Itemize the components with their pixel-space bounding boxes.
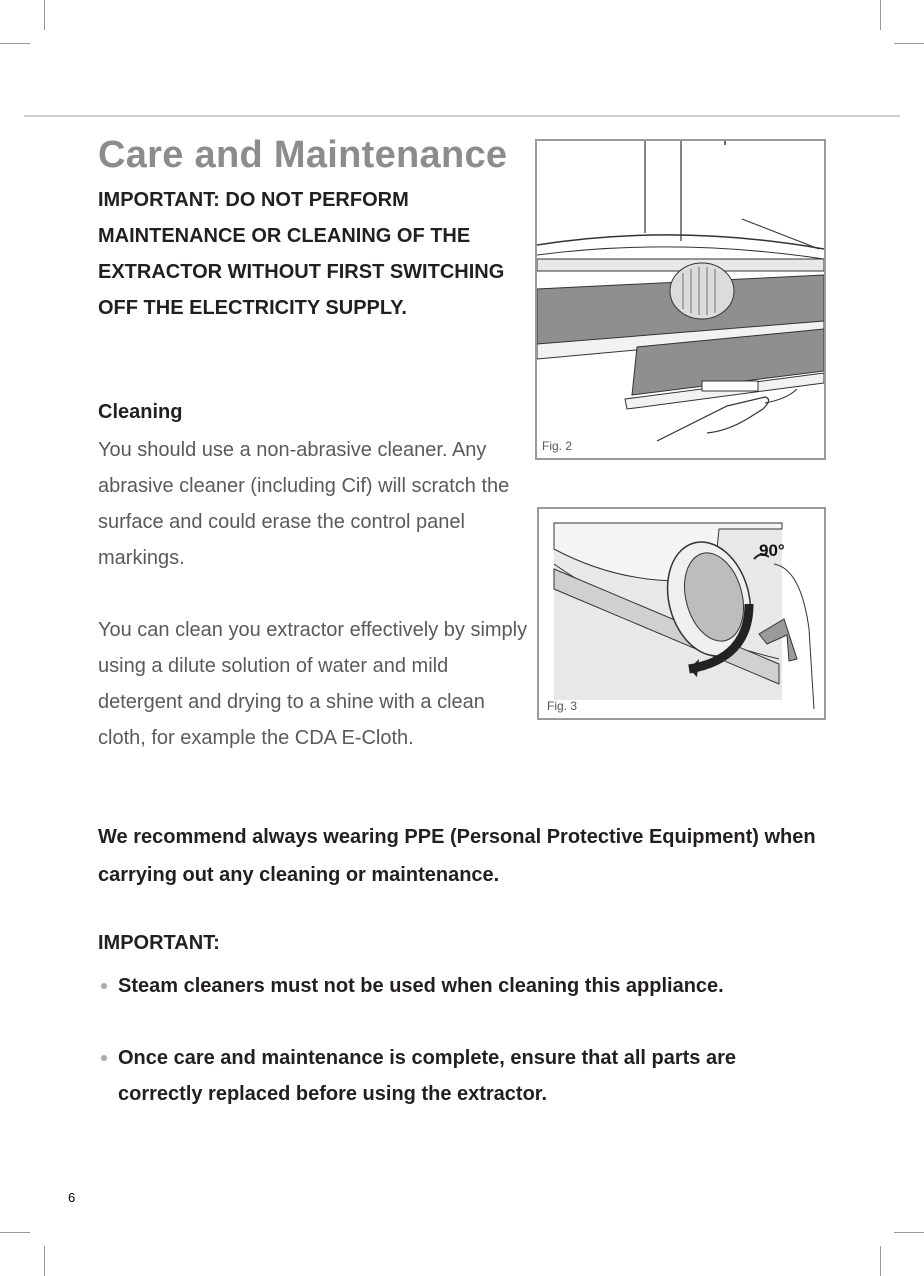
- figure-caption: Fig. 2: [542, 439, 573, 453]
- crop-mark: [44, 0, 45, 30]
- crop-mark: [0, 1232, 30, 1233]
- crop-mark: [894, 1232, 924, 1233]
- ppe-recommendation: We recommend always wearing PPE (Personal Protective Equipment) when carrying out any cleaning or maintenance.: [98, 826, 816, 886]
- crop-mark: [880, 1246, 881, 1276]
- crop-mark: [894, 43, 924, 44]
- rotation-angle-label: 90°: [759, 541, 785, 560]
- list-item: [118, 1040, 818, 1112]
- cleaning-heading: Cleaning: [98, 401, 183, 423]
- figure-3: [537, 507, 826, 720]
- bullet-icon: [101, 1055, 107, 1061]
- bullet-icon: [101, 983, 107, 989]
- header-rule: [24, 115, 900, 117]
- bullet-text: Steam cleaners must not be used when cleaning this appliance.: [118, 975, 724, 997]
- cleaning-paragraph-1: You should use a non-abrasive cleaner. Any abrasive cleaner (including Cif) will scratch the surface and could erase the control panel markings.: [98, 439, 510, 569]
- important-heading: IMPORTANT:: [98, 932, 220, 954]
- electricity-warning: IMPORTANT: DO NOT PERFORM MAINTENANCE OR CLEANING OF THE EXTRACTOR WITHOUT FIRST SWITCHING OFF THE ELECTRICITY SUPPLY.: [98, 189, 505, 319]
- page-number: 6: [68, 1190, 76, 1205]
- figure-caption: Fig. 3: [547, 699, 578, 713]
- crop-mark: [44, 1246, 45, 1276]
- list-item: [118, 968, 818, 1004]
- page-title: Care and Maintenance: [98, 134, 508, 176]
- filter-removal-illustration: [537, 141, 824, 458]
- cleaning-paragraph-2: You can clean you extractor effectively by simply using a dilute solution of water and mild detergent and drying to a shine with a clean cloth, for example the CDA E-Cloth.: [98, 619, 528, 749]
- crop-mark: [880, 0, 881, 30]
- crop-mark: [0, 43, 30, 44]
- bullet-text: Once care and maintenance is complete, ensure that all parts are correctly replaced before using the extractor.: [118, 1047, 737, 1105]
- figure-2: [535, 139, 826, 460]
